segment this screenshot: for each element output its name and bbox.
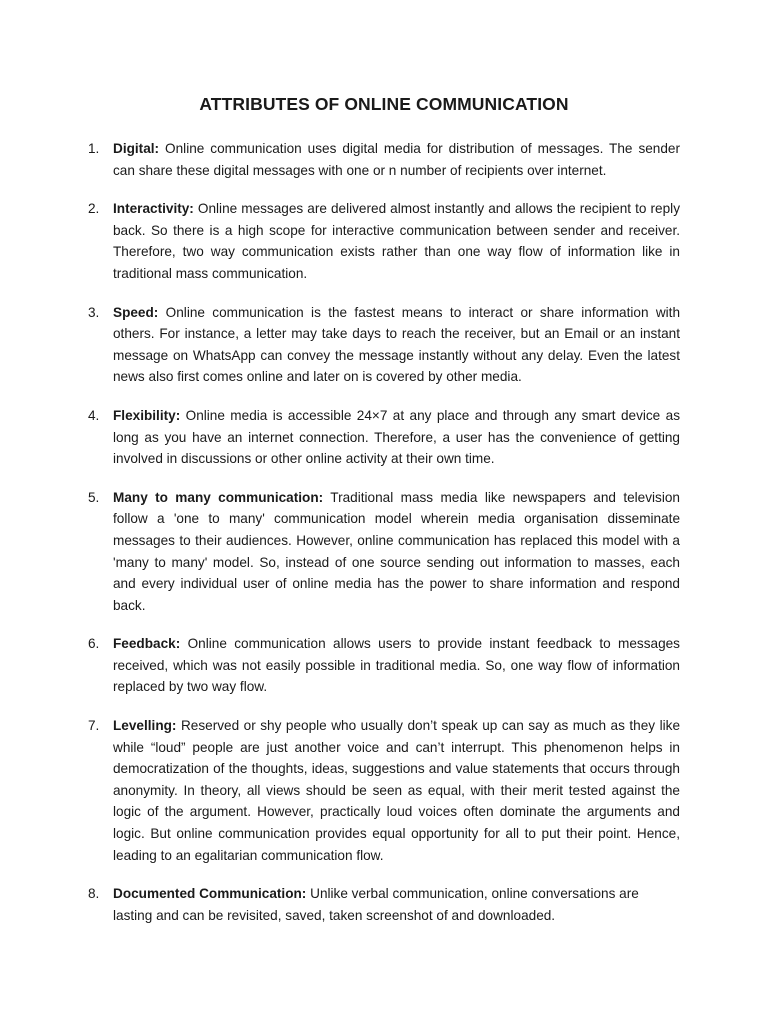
attributes-list — [88, 138, 680, 943]
item-number: 4. — [88, 407, 100, 423]
page-title: ATTRIBUTES OF ONLINE COMMUNICATION — [199, 94, 569, 114]
item-number: 3. — [88, 304, 100, 320]
item-number: 5. — [88, 489, 100, 505]
item-text: Online communication uses digital media for distribution of messages. The sender can share these digital messages with one or n number of recipients over internet. — [113, 141, 681, 178]
item-text: Traditional mass media like newspapers and television follow a 'one to many' communication model wherein media organisation disseminate messages to their audiences. However, online communication has replaced this model with a 'many to many' model. So, instead of one source sending out information to masses, each and every individual user of online media has the power to share information and respond back. — [113, 489, 680, 613]
item-text: Online messages are delivered almost instantly and allows the recipient to reply back. So there is a high scope for interactive communication between sender and receiver. Therefore, two way communication exists rather than one way flow of information like in traditional mass communication. — [113, 201, 680, 281]
item-term: Speed: — [113, 304, 159, 320]
item-number: 2. — [88, 201, 100, 217]
item-text: Reserved or shy people who usually don’t speak up can say as much as they like while “loud” people are just another voice and can’t interrupt. This phenomenon helps in democratization of the thoughts, ideas, suggestions and value statements that occurs through anonymity. In theory, all views should be seen as equal, with their merit tested against the logic of the argument. However, practically loud voices often dominate the arguments and logic. But online communication provides equal opportunity for all to put their point. Hence, leading to an egalitarian communication flow. — [113, 718, 681, 863]
item-term: Documented Communication: — [113, 886, 307, 902]
list-item-flexibility — [88, 405, 680, 470]
list-item-digital — [88, 138, 680, 181]
list-item-interactivity — [88, 198, 680, 284]
item-term: Digital: — [113, 141, 160, 156]
list-item-speed — [88, 302, 680, 388]
item-term: Interactivity: — [113, 201, 194, 217]
item-term: Many to many communication: — [113, 489, 324, 505]
item-text: Online media is accessible 24×7 at any place and through any smart device as long as you have an internet connection. Therefore, a user has the convenience of getting involved in discussions or other online activity at their own time. — [113, 407, 680, 467]
item-text: Online communication allows users to provide instant feedback to messages received, which was not easily possible in traditional media. So, one way flow of information replaced by two way flow. — [113, 636, 680, 695]
list-item-documented — [88, 883, 680, 926]
item-term: Levelling: — [113, 718, 177, 734]
item-number: 6. — [88, 636, 100, 652]
item-number: 1. — [88, 141, 100, 156]
list-item-feedback — [88, 633, 680, 698]
item-number: 7. — [88, 718, 100, 734]
item-text: Unlike verbal communication, online conversations are lasting and can be revisited, saved, taken screenshot of and downloaded. — [113, 886, 639, 923]
item-term: Flexibility: — [113, 407, 181, 423]
item-term: Feedback: — [113, 636, 181, 652]
list-item-levelling — [88, 715, 680, 866]
item-number: 8. — [88, 886, 100, 902]
list-item-many-to-many — [88, 487, 680, 617]
item-text: Online communication is the fastest means to interact or share information with others. For instance, a letter may take days to reach the receiver, but an Email or an instant message on WhatsApp can convey the message instantly without any delay. Even the latest news also first comes online and later on is covered by other media. — [113, 304, 681, 385]
